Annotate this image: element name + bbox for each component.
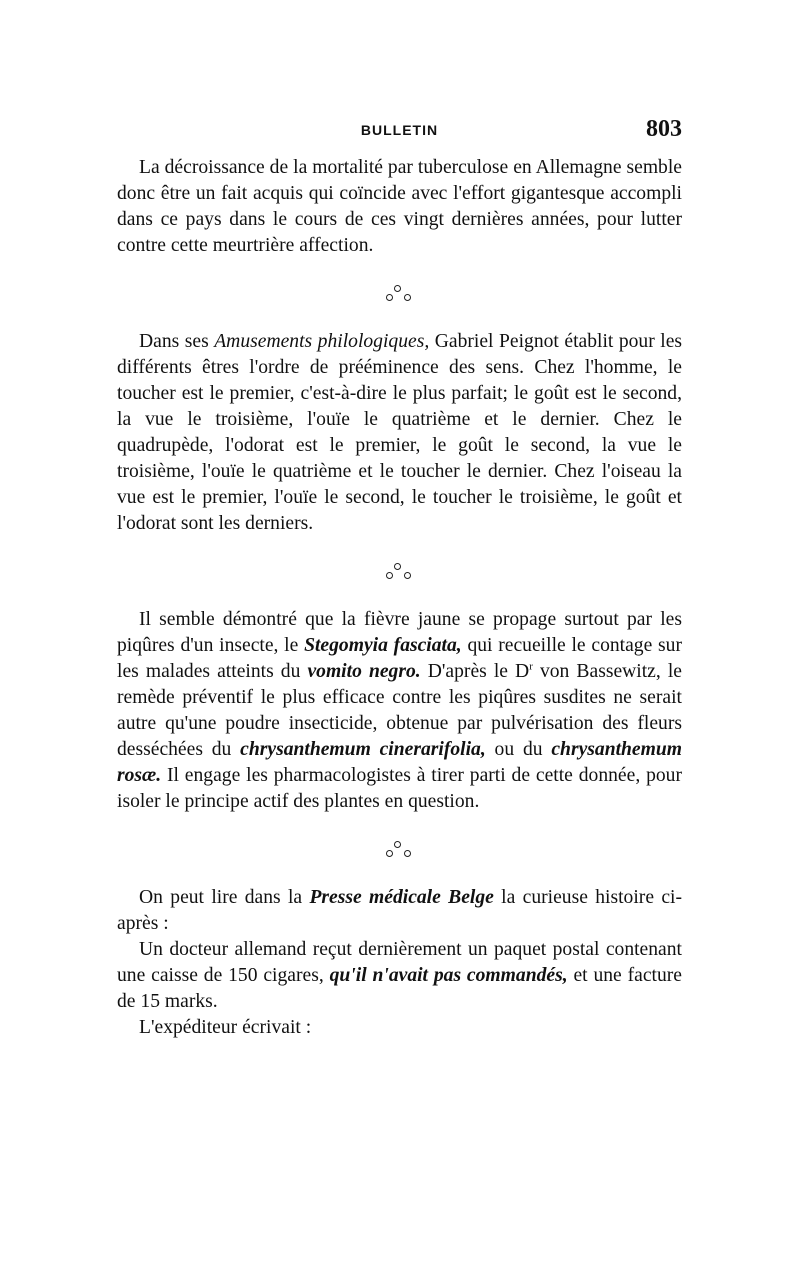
paragraph-anecdote-cigars bbox=[117, 937, 682, 1015]
text-run: von Bassewitz, le remède préventif le plus efficace contre les piqûres susdites ne serait autre qu'une poudre insecticide, obtenue par pulvérisation des fleurs desséchées du bbox=[117, 661, 682, 760]
paragraph-tuberculosis: La décroissance de la mortalité par tuberculose en Allemagne semble donc être un fait acquis qui coïncide avec l'effort gigantesque accompli dans ce pays dans le cours de ces vingt dernières années, pour lutter contre cette meurtrière affection. bbox=[117, 157, 682, 256]
text-run: Il semble démontré que la fièvre jaune se propage surtout par les piqûres d'un insecte, le bbox=[117, 609, 682, 656]
paragraph-senses bbox=[117, 329, 682, 537]
separator-circle-left-icon bbox=[386, 294, 393, 301]
text-run: la curieuse histoire ci-après : bbox=[117, 887, 682, 934]
body-text bbox=[117, 155, 682, 1041]
running-title: BULLETIN bbox=[360, 122, 439, 138]
separator-circle-top-icon bbox=[394, 285, 401, 292]
separator-circle-top-icon bbox=[394, 841, 401, 848]
text-run: Il engage les pharmacologistes à tirer parti de cette donnée, pour isoler le principe actif des plantes en question. bbox=[117, 765, 682, 812]
separator-circle-right-icon bbox=[404, 294, 411, 301]
text-run: qui recueille le contage sur les malades atteints du bbox=[117, 635, 683, 682]
separator-circle-left-icon bbox=[386, 850, 393, 857]
italic-journal-title: Presse médicale Belge bbox=[309, 887, 494, 908]
text-run: et une facture de 15 marks. bbox=[117, 965, 682, 1012]
italic-emphasis: qu'il n'avait pas commandés, bbox=[329, 965, 568, 986]
text-run: ou du bbox=[485, 739, 552, 760]
separator-circle-right-icon bbox=[404, 572, 411, 579]
page-number: 803 bbox=[646, 116, 682, 142]
superscript: r bbox=[529, 660, 533, 673]
text-run: Un docteur allemand reçut dernièrement un paquet postal contenant une caisse de 150 cigares, bbox=[117, 939, 682, 986]
italic-book-title: Amusements philologiques, bbox=[214, 331, 430, 352]
italic-disease-name: vomito negro. bbox=[307, 661, 421, 682]
italic-plant-name: chrysanthemum cinerarifolia, bbox=[240, 739, 486, 760]
page-header bbox=[117, 118, 682, 148]
text-run: Gabriel Peignot établit pour les différents êtres l'ordre de prééminence des sens. Chez l'homme, le toucher est le premier, c'est-à-dire le plus parfait; le goût est le second, la vue le troisième, l'ouïe le quatrième et le dernier. Chez le quadrupède, l'odorat est le premier, le goût le second, la vue le troisième, l'ouïe le quatrième et le toucher le dernier. Chez l'oiseau la vue est le premier, l'ouïe le second, le toucher le troisième, le goût et l'odorat sont les derniers. bbox=[117, 331, 683, 534]
asterism-separator bbox=[117, 815, 682, 885]
italic-species-name: Stegomyia fasciata, bbox=[304, 635, 462, 656]
paragraph-sender: L'expéditeur écrivait : bbox=[139, 1017, 312, 1038]
paragraph-yellow-fever bbox=[117, 607, 682, 815]
italic-plant-name: chrysanthemum rosæ. bbox=[117, 739, 683, 786]
separator-circle-left-icon bbox=[386, 572, 393, 579]
separator-circle-right-icon bbox=[404, 850, 411, 857]
separator-circle-top-icon bbox=[394, 563, 401, 570]
text-run: On peut lire dans la bbox=[139, 887, 310, 908]
asterism-separator bbox=[117, 537, 682, 607]
text-run: Dans ses bbox=[139, 331, 215, 352]
paragraph-anecdote-intro bbox=[117, 885, 682, 937]
text-run: D'après le D bbox=[420, 661, 530, 682]
asterism-separator bbox=[117, 259, 682, 329]
